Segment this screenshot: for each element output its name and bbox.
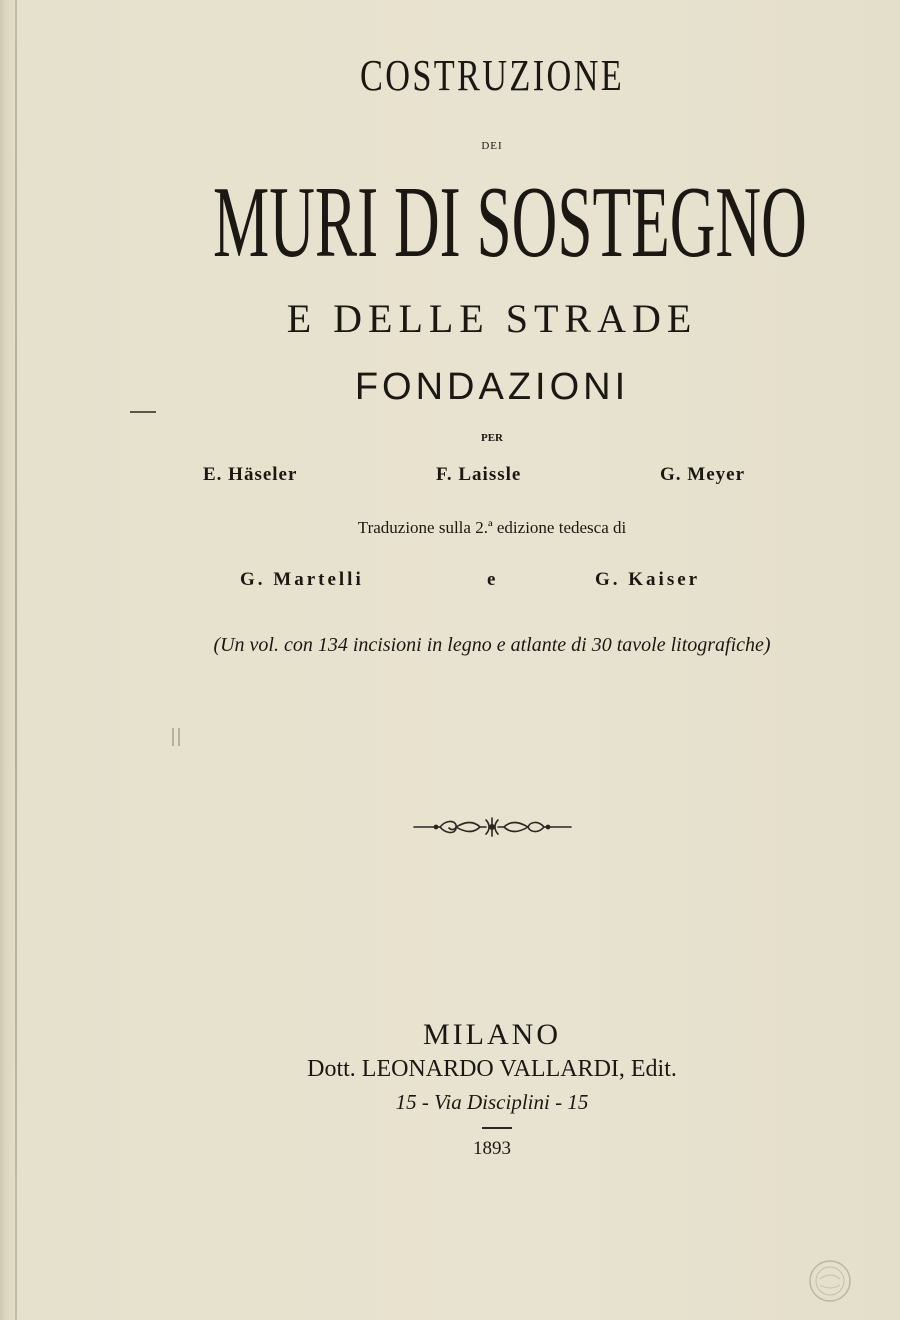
imprint-city: MILANO [423, 1018, 561, 1051]
paper-speck [130, 411, 156, 413]
imprint-year: 1893 [473, 1138, 511, 1159]
fleuron-ornament-icon [410, 812, 575, 842]
by-label: PER [481, 432, 503, 444]
binding-gutter [15, 0, 17, 1320]
author-laissle: F. Laissle [436, 464, 522, 485]
title-muri-di-sostegno: MURI DI SOSTEGNO [213, 166, 807, 279]
title-costruzione: COSTRUZIONE [359, 51, 625, 100]
author-haseler: E. Häseler [203, 464, 298, 485]
library-stamp-icon [806, 1257, 854, 1305]
paper-speck [172, 728, 174, 746]
translation-note: Traduzione sulla 2.ª edizione tedesca di [357, 518, 627, 537]
title-fondazioni: FONDAZIONI [354, 366, 630, 408]
title-e-delle-strade: E DELLE STRADE [286, 296, 698, 341]
imprint-rule [482, 1127, 512, 1129]
translator-martelli: G. Martelli [240, 569, 364, 590]
volume-note: (Un vol. con 134 incisioni in legno e atlante di 30 tavole litografiche) [213, 634, 771, 656]
imprint-publisher: Dott. LEONARDO VALLARDI, Edit. [307, 1056, 677, 1082]
paper-speck [178, 728, 180, 746]
imprint-address: 15 - Via Disciplini - 15 [395, 1090, 589, 1114]
author-meyer: G. Meyer [660, 464, 746, 485]
translators-joiner: e [487, 569, 496, 590]
translator-kaiser: G. Kaiser [595, 569, 701, 590]
title-dei: DEI [481, 140, 503, 152]
